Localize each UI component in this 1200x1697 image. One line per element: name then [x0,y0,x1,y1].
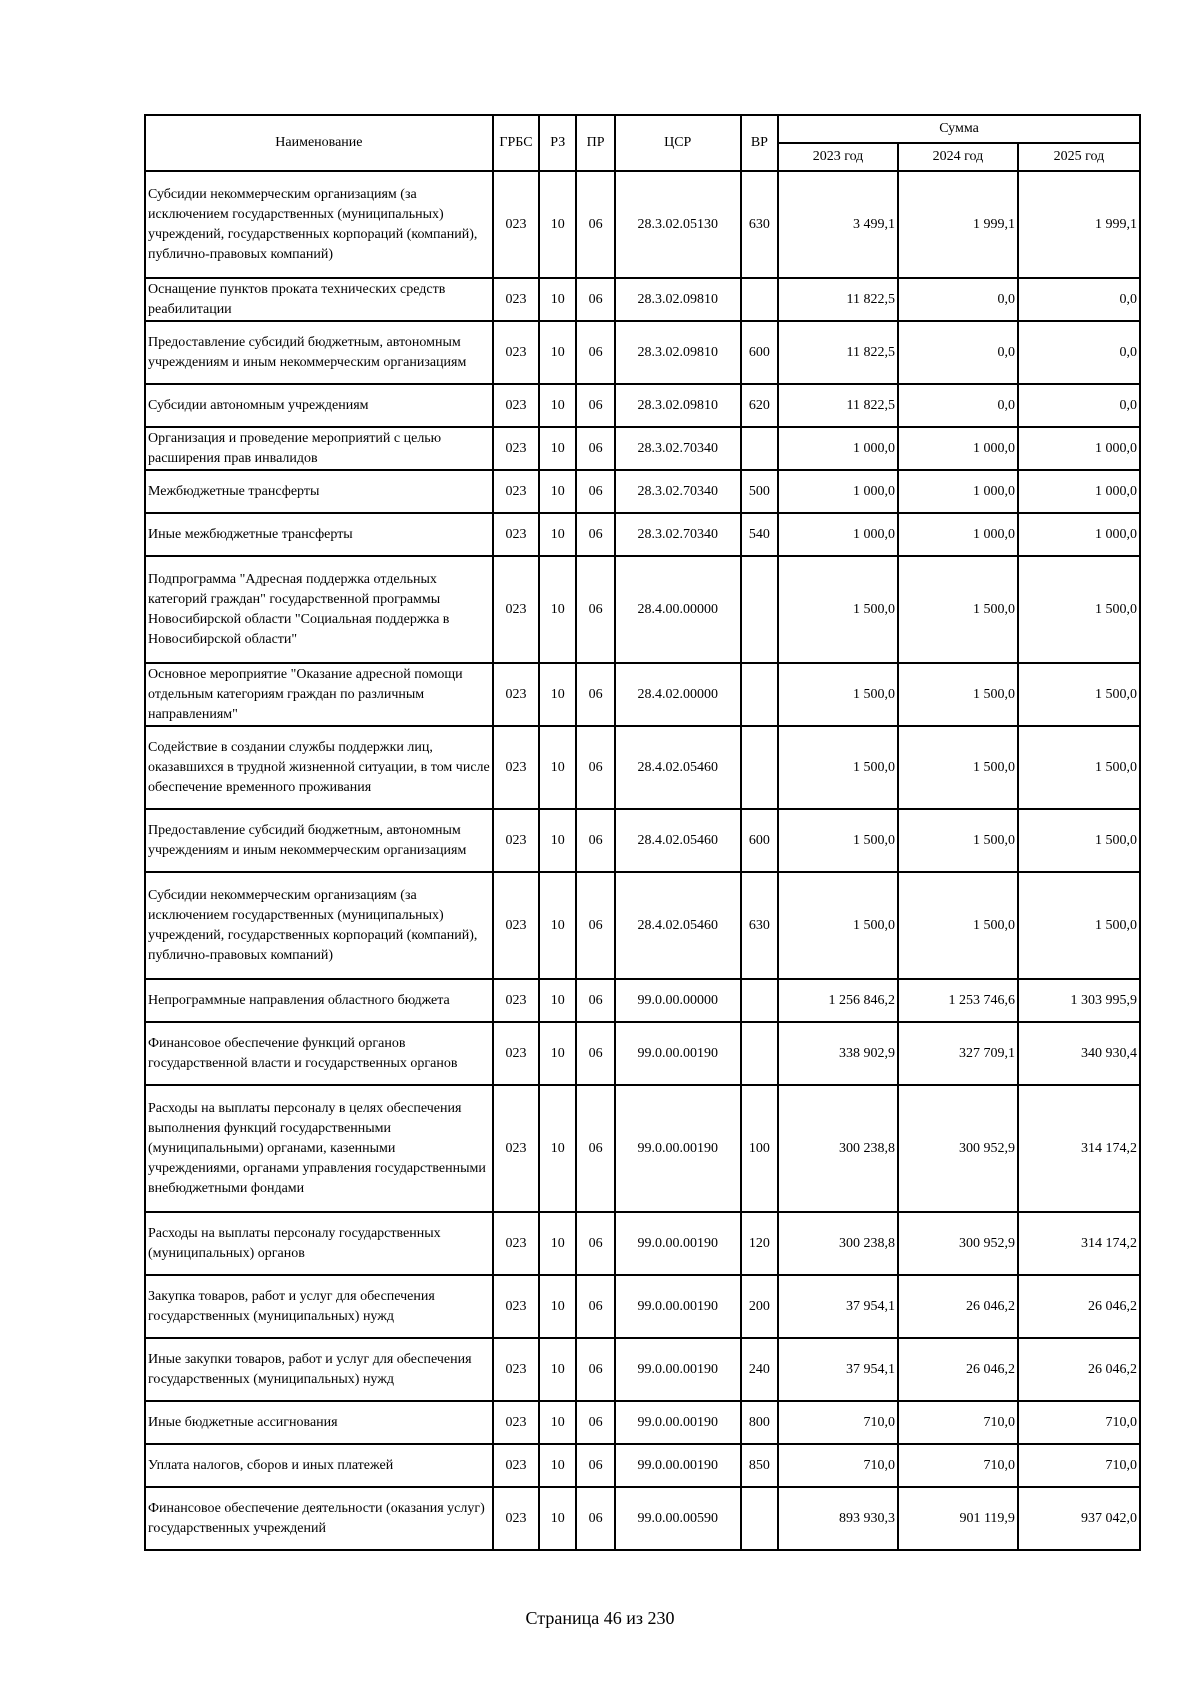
row-name: Предоставление субсидий бюджетным, автономным учреждениям и иным некоммерческим организациям [145,809,493,872]
row-name: Основное мероприятие "Оказание адресной помощи отдельным категориям граждан по различным направлениям" [145,663,493,726]
row-vr: 200 [741,1275,778,1338]
row-vr [741,979,778,1022]
row-grbs: 023 [493,171,539,278]
row-sum-2024: 1 000,0 [898,513,1018,556]
row-csr: 99.0.00.00190 [615,1212,741,1275]
row-vr: 630 [741,872,778,979]
table-row [145,384,1140,427]
table-row [145,1022,1140,1085]
row-rz: 10 [539,1444,576,1487]
row-sum-2023: 37 954,1 [778,1338,898,1401]
row-name: Иные бюджетные ассигнования [145,1401,493,1444]
table-row [145,1275,1140,1338]
row-pr: 06 [576,979,614,1022]
row-sum-2023: 1 256 846,2 [778,979,898,1022]
row-vr [741,726,778,809]
table-row [145,470,1140,513]
table-row [145,979,1140,1022]
header-year-2024: 2024 год [898,143,1018,171]
row-csr: 28.4.02.05460 [615,726,741,809]
table-row [145,427,1140,470]
row-sum-2023: 11 822,5 [778,321,898,384]
row-vr: 540 [741,513,778,556]
row-sum-2025: 0,0 [1018,321,1140,384]
row-name: Содействие в создании службы поддержки лиц, оказавшихся в трудной жизненной ситуации, в том числе обеспечение временного проживания [145,726,493,809]
row-sum-2024: 1 500,0 [898,663,1018,726]
row-pr: 06 [576,470,614,513]
row-grbs: 023 [493,1022,539,1085]
row-csr: 28.3.02.70340 [615,427,741,470]
row-rz: 10 [539,278,576,321]
row-rz: 10 [539,663,576,726]
row-vr: 600 [741,809,778,872]
row-grbs: 023 [493,1444,539,1487]
row-grbs: 023 [493,809,539,872]
table-row [145,171,1140,278]
row-sum-2023: 1 500,0 [778,556,898,663]
row-name: Непрограммные направления областного бюджета [145,979,493,1022]
row-sum-2023: 300 238,8 [778,1085,898,1212]
row-vr: 500 [741,470,778,513]
row-sum-2023: 893 930,3 [778,1487,898,1550]
row-sum-2025: 937 042,0 [1018,1487,1140,1550]
row-pr: 06 [576,278,614,321]
row-csr: 99.0.00.00590 [615,1487,741,1550]
row-sum-2023: 1 500,0 [778,872,898,979]
row-rz: 10 [539,1338,576,1401]
row-sum-2023: 1 500,0 [778,663,898,726]
table-row [145,1401,1140,1444]
row-vr: 630 [741,171,778,278]
row-name: Расходы на выплаты персоналу государственных (муниципальных) органов [145,1212,493,1275]
row-grbs: 023 [493,726,539,809]
row-sum-2025: 1 500,0 [1018,809,1140,872]
row-grbs: 023 [493,321,539,384]
row-vr [741,663,778,726]
table-row [145,872,1140,979]
row-pr: 06 [576,1212,614,1275]
row-vr [741,278,778,321]
row-grbs: 023 [493,663,539,726]
header-year-2023: 2023 год [778,143,898,171]
table-row [145,513,1140,556]
row-vr [741,1022,778,1085]
row-sum-2023: 710,0 [778,1444,898,1487]
row-pr: 06 [576,1085,614,1212]
row-sum-2023: 710,0 [778,1401,898,1444]
row-rz: 10 [539,1275,576,1338]
row-vr: 120 [741,1212,778,1275]
row-rz: 10 [539,513,576,556]
header-name: Наименование [145,115,493,171]
row-rz: 10 [539,384,576,427]
row-sum-2023: 11 822,5 [778,384,898,427]
row-sum-2024: 1 999,1 [898,171,1018,278]
row-grbs: 023 [493,1401,539,1444]
row-sum-2025: 1 000,0 [1018,470,1140,513]
row-csr: 28.4.00.00000 [615,556,741,663]
row-sum-2024: 1 500,0 [898,809,1018,872]
row-sum-2025: 340 930,4 [1018,1022,1140,1085]
row-sum-2024: 1 000,0 [898,427,1018,470]
row-sum-2025: 1 500,0 [1018,663,1140,726]
row-pr: 06 [576,1338,614,1401]
row-csr: 99.0.00.00190 [615,1275,741,1338]
row-sum-2024: 300 952,9 [898,1085,1018,1212]
row-sum-2025: 710,0 [1018,1401,1140,1444]
row-sum-2025: 710,0 [1018,1444,1140,1487]
row-csr: 28.3.02.09810 [615,278,741,321]
row-sum-2024: 0,0 [898,384,1018,427]
row-rz: 10 [539,1401,576,1444]
row-name: Субсидии некоммерческим организациям (за исключением государственных (муниципальных) учреждений, государственных корпораций (компаний), публично-правовых компаний) [145,171,493,278]
row-rz: 10 [539,171,576,278]
row-pr: 06 [576,427,614,470]
row-grbs: 023 [493,979,539,1022]
row-vr [741,1487,778,1550]
row-vr [741,427,778,470]
row-csr: 28.3.02.09810 [615,384,741,427]
table-row [145,1444,1140,1487]
row-sum-2024: 1 000,0 [898,470,1018,513]
row-csr: 99.0.00.00000 [615,979,741,1022]
table-row [145,726,1140,809]
row-grbs: 023 [493,1275,539,1338]
row-name: Финансовое обеспечение функций органов государственной власти и государственных органов [145,1022,493,1085]
row-sum-2025: 1 500,0 [1018,726,1140,809]
row-name: Расходы на выплаты персоналу в целях обеспечения выполнения функций государственными (муниципальными) органами, казенными учреждениями, органами управления государственными внебюджетными фондами [145,1085,493,1212]
row-rz: 10 [539,726,576,809]
row-grbs: 023 [493,1487,539,1550]
row-name: Иные закупки товаров, работ и услуг для обеспечения государственных (муниципальных) нужд [145,1338,493,1401]
row-sum-2025: 1 500,0 [1018,872,1140,979]
row-grbs: 023 [493,427,539,470]
table-row [145,321,1140,384]
row-csr: 99.0.00.00190 [615,1401,741,1444]
row-name: Предоставление субсидий бюджетным, автономным учреждениям и иным некоммерческим организациям [145,321,493,384]
row-name: Субсидии некоммерческим организациям (за исключением государственных (муниципальных) учреждений, государственных корпораций (компаний), публично-правовых компаний) [145,872,493,979]
row-name: Межбюджетные трансферты [145,470,493,513]
row-grbs: 023 [493,470,539,513]
row-rz: 10 [539,321,576,384]
row-pr: 06 [576,872,614,979]
table-row [145,556,1140,663]
row-csr: 99.0.00.00190 [615,1338,741,1401]
row-sum-2024: 327 709,1 [898,1022,1018,1085]
row-sum-2023: 1 000,0 [778,470,898,513]
row-grbs: 023 [493,1212,539,1275]
row-pr: 06 [576,726,614,809]
row-rz: 10 [539,1085,576,1212]
row-pr: 06 [576,384,614,427]
row-rz: 10 [539,1487,576,1550]
table-row [145,278,1140,321]
row-sum-2025: 26 046,2 [1018,1338,1140,1401]
row-csr: 28.3.02.70340 [615,470,741,513]
row-vr: 600 [741,321,778,384]
row-vr: 100 [741,1085,778,1212]
row-name: Оснащение пунктов проката технических средств реабилитации [145,278,493,321]
header-grbs: ГРБС [493,115,539,171]
row-sum-2023: 1 000,0 [778,427,898,470]
row-name: Финансовое обеспечение деятельности (оказания услуг) государственных учреждений [145,1487,493,1550]
row-name: Организация и проведение мероприятий с целью расширения прав инвалидов [145,427,493,470]
row-rz: 10 [539,1212,576,1275]
header-year-2025: 2025 год [1018,143,1140,171]
row-grbs: 023 [493,278,539,321]
table-row [145,663,1140,726]
budget-table [144,114,1141,1551]
header-rz: РЗ [539,115,576,171]
row-grbs: 023 [493,872,539,979]
row-sum-2024: 1 500,0 [898,726,1018,809]
row-vr: 240 [741,1338,778,1401]
row-pr: 06 [576,321,614,384]
table-row [145,809,1140,872]
row-rz: 10 [539,979,576,1022]
row-pr: 06 [576,663,614,726]
table-row [145,1487,1140,1550]
row-rz: 10 [539,427,576,470]
row-name: Закупка товаров, работ и услуг для обеспечения государственных (муниципальных) нужд [145,1275,493,1338]
row-sum-2025: 1 000,0 [1018,427,1140,470]
table-body [145,171,1140,1550]
row-sum-2023: 3 499,1 [778,171,898,278]
row-rz: 10 [539,1022,576,1085]
row-grbs: 023 [493,556,539,663]
table-row [145,1212,1140,1275]
row-sum-2025: 1 999,1 [1018,171,1140,278]
row-sum-2023: 11 822,5 [778,278,898,321]
row-vr: 850 [741,1444,778,1487]
row-pr: 06 [576,1444,614,1487]
row-sum-2023: 1 000,0 [778,513,898,556]
row-pr: 06 [576,1401,614,1444]
row-sum-2024: 1 253 746,6 [898,979,1018,1022]
row-name: Подпрограмма "Адресная поддержка отдельных категорий граждан" государственной программы Новосибирской области "Социальная поддержка в Новосибирской области" [145,556,493,663]
row-rz: 10 [539,556,576,663]
row-csr: 99.0.00.00190 [615,1022,741,1085]
table-header [145,115,1140,171]
row-sum-2023: 300 238,8 [778,1212,898,1275]
row-sum-2025: 1 500,0 [1018,556,1140,663]
table-row [145,1085,1140,1212]
row-sum-2023: 338 902,9 [778,1022,898,1085]
row-sum-2024: 0,0 [898,278,1018,321]
row-pr: 06 [576,809,614,872]
header-csr: ЦСР [615,115,741,171]
row-sum-2024: 710,0 [898,1444,1018,1487]
row-pr: 06 [576,513,614,556]
row-sum-2023: 37 954,1 [778,1275,898,1338]
row-csr: 28.3.02.05130 [615,171,741,278]
row-sum-2025: 314 174,2 [1018,1085,1140,1212]
row-csr: 99.0.00.00190 [615,1444,741,1487]
row-csr: 99.0.00.00190 [615,1085,741,1212]
row-sum-2025: 0,0 [1018,278,1140,321]
row-csr: 28.3.02.09810 [615,321,741,384]
row-name: Уплата налогов, сборов и иных платежей [145,1444,493,1487]
row-sum-2024: 26 046,2 [898,1338,1018,1401]
row-pr: 06 [576,1487,614,1550]
row-sum-2024: 901 119,9 [898,1487,1018,1550]
row-csr: 28.4.02.05460 [615,872,741,979]
row-pr: 06 [576,1022,614,1085]
row-sum-2023: 1 500,0 [778,726,898,809]
row-vr: 620 [741,384,778,427]
row-sum-2024: 1 500,0 [898,872,1018,979]
row-rz: 10 [539,470,576,513]
row-sum-2024: 300 952,9 [898,1212,1018,1275]
row-vr [741,556,778,663]
row-sum-2025: 314 174,2 [1018,1212,1140,1275]
row-grbs: 023 [493,1338,539,1401]
row-sum-2025: 0,0 [1018,384,1140,427]
page-number: Страница 46 из 230 [525,1608,675,1628]
row-pr: 06 [576,1275,614,1338]
row-rz: 10 [539,872,576,979]
row-name: Иные межбюджетные трансферты [145,513,493,556]
row-sum-2024: 0,0 [898,321,1018,384]
row-grbs: 023 [493,1085,539,1212]
row-grbs: 023 [493,384,539,427]
table-row [145,1338,1140,1401]
row-sum-2025: 1 303 995,9 [1018,979,1140,1022]
row-csr: 28.3.02.70340 [615,513,741,556]
row-csr: 28.4.02.05460 [615,809,741,872]
row-sum-2025: 26 046,2 [1018,1275,1140,1338]
row-grbs: 023 [493,513,539,556]
row-pr: 06 [576,556,614,663]
header-pr: ПР [576,115,614,171]
row-name: Субсидии автономным учреждениям [145,384,493,427]
row-sum-2025: 1 000,0 [1018,513,1140,556]
row-sum-2024: 710,0 [898,1401,1018,1444]
row-csr: 28.4.02.00000 [615,663,741,726]
row-sum-2024: 26 046,2 [898,1275,1018,1338]
row-pr: 06 [576,171,614,278]
header-sum: Сумма [778,115,1140,143]
row-vr: 800 [741,1401,778,1444]
row-sum-2023: 1 500,0 [778,809,898,872]
row-sum-2024: 1 500,0 [898,556,1018,663]
header-vr: ВР [741,115,778,171]
row-rz: 10 [539,809,576,872]
